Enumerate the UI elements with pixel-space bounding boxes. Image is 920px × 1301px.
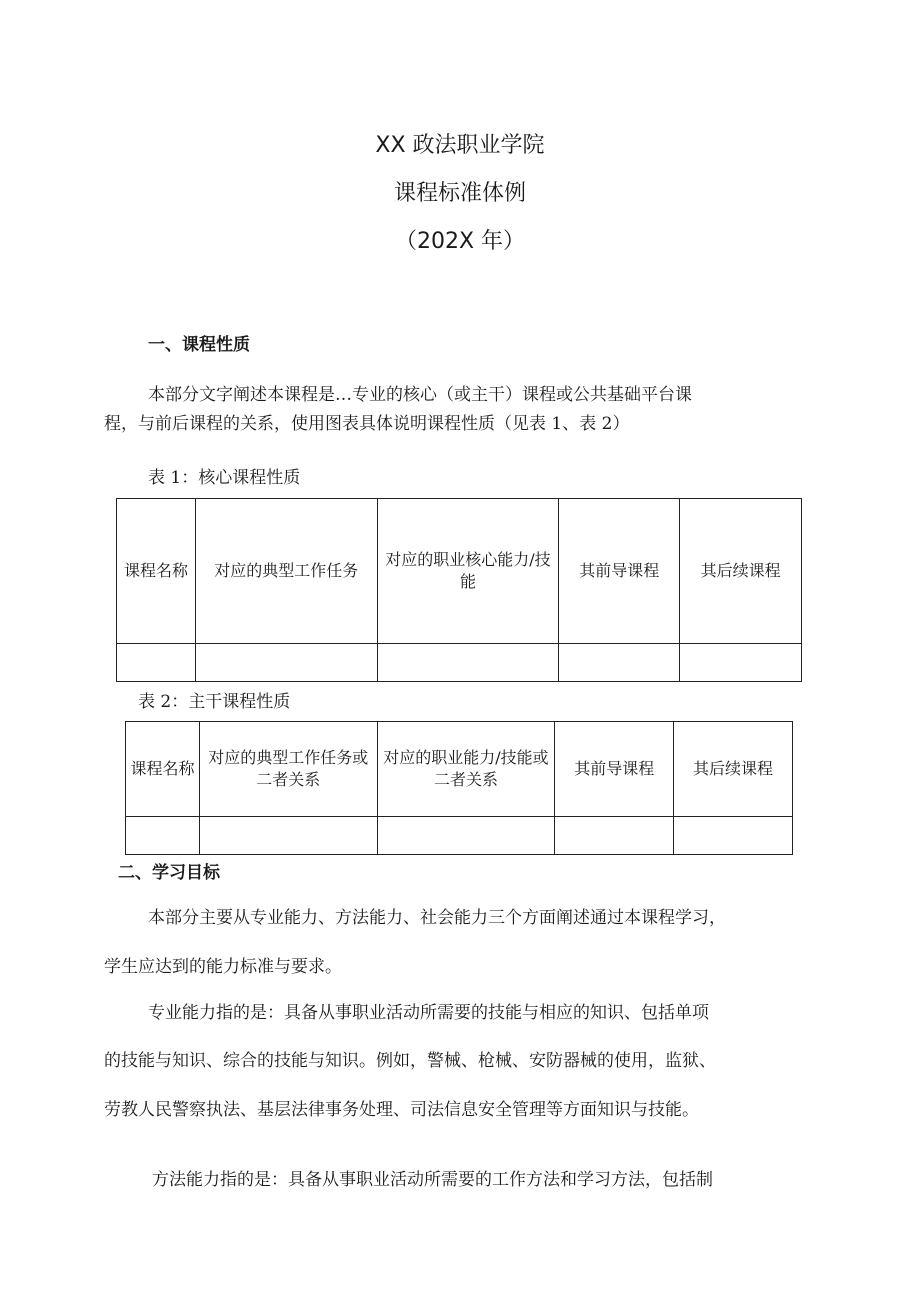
table2-caption: 表 2：主干课程性质 — [138, 692, 291, 712]
table-header-cell: 对应的典型工作任务或二者关系 — [199, 722, 377, 817]
table-header-cell: 其后续课程 — [674, 722, 793, 817]
paragraph-line: 程，与前后课程的关系，使用图表具体说明课程性质（见表 1、表 2） — [104, 414, 630, 434]
paragraph-line: 学生应达到的能力标准与要求。 — [104, 957, 342, 977]
document-title: XX 政法职业学院 — [375, 133, 545, 158]
table-header-cell: 对应的典型工作任务 — [195, 499, 377, 644]
table-header-row — [126, 722, 793, 817]
table-header-cell: 对应的职业核心能力/技能 — [377, 499, 559, 644]
table-cell — [117, 644, 196, 682]
paragraph-line: 劳教人民警察执法、基层法律事务处理、司法信息安全管理等方面知识与技能。 — [104, 1100, 699, 1120]
paragraph-line: 专业能力指的是：具备从事职业活动所需要的技能与相应的知识、包括单项 — [148, 1003, 709, 1023]
table-header-cell: 对应的职业能力/技能或二者关系 — [377, 722, 555, 817]
table-cell — [559, 644, 680, 682]
table-core-course-nature — [116, 498, 802, 682]
document-year: （202X 年） — [394, 229, 526, 254]
table-header-cell: 课程名称 — [117, 499, 196, 644]
section-heading-learning-objectives: 二、学习目标 — [118, 863, 220, 883]
paragraph-line: 本部分文字阐述本课程是…专业的核心（或主干）课程或公共基础平台课 — [148, 385, 692, 405]
table-row — [126, 817, 793, 855]
table-cell — [555, 817, 674, 855]
section-heading-course-nature: 一、课程性质 — [148, 335, 250, 355]
paragraph-line: 方法能力指的是：具备从事职业活动所需要的工作方法和学习方法，包括制 — [152, 1170, 713, 1190]
table-cell — [377, 817, 555, 855]
document-subtitle: 课程标准体例 — [393, 181, 526, 206]
table-cell — [195, 644, 377, 682]
table1-caption: 表 1：核心课程性质 — [148, 468, 301, 488]
table-header-cell: 其后续课程 — [680, 499, 802, 644]
paragraph-line: 本部分主要从专业能力、方法能力、社会能力三个方面阐述通过本课程学习， — [148, 908, 726, 928]
table-header-row — [117, 499, 802, 644]
table-main-course-nature — [125, 721, 793, 855]
table-cell — [377, 644, 559, 682]
table-cell — [126, 817, 200, 855]
table-cell — [674, 817, 793, 855]
table-header-cell: 其前导课程 — [555, 722, 674, 817]
table-cell — [680, 644, 802, 682]
table-header-cell: 课程名称 — [126, 722, 200, 817]
table-row — [117, 644, 802, 682]
table-header-cell: 其前导课程 — [559, 499, 680, 644]
paragraph-line: 的技能与知识、综合的技能与知识。例如，警械、枪械、安防器械的使用，监狱、 — [104, 1051, 716, 1071]
table-cell — [199, 817, 377, 855]
